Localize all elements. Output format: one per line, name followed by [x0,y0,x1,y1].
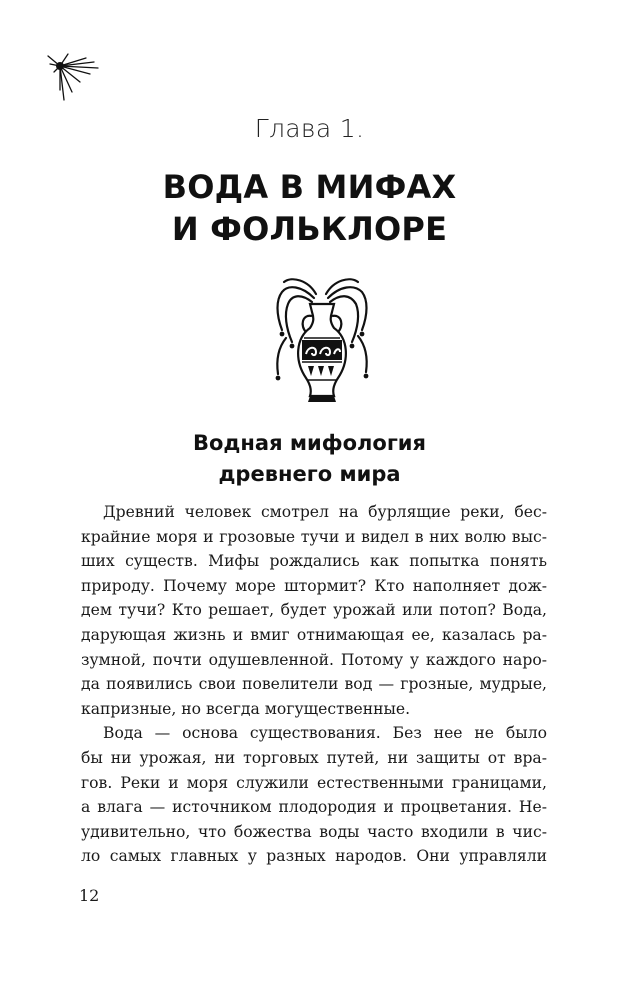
section-title-line: Водная мифология [193,431,426,455]
text-line: да появились свои повелители вод — грозные, мудрые, [81,675,547,694]
chapter-label: Глава 1. [254,114,365,143]
text-line: дем тучи? Кто решает, будет урожай или потоп? Вода, [81,601,547,620]
text-line: а влага — источником плодородия и процветания. Не- [81,798,547,817]
text-line: крайние моря и грозовые тучи и видел в них волю выс- [81,527,547,546]
text-line: капризные, но всегда могущественные. [81,699,411,718]
text-line: Древний человек смотрел на бурлящие реки, бес- [103,503,547,521]
text-line: Вода — основа существования. Без нее не было [103,724,547,743]
text-line: зумной, почти одушевленной. Потому у каждого наро- [81,650,547,669]
text-line: ло самых главных у разных народов. Они управляли [81,847,547,866]
text-line: дарующая жизнь и вмиг отнимающая ее, казалась ра- [81,625,547,644]
text-line: гов. Реки и моря служили естественными границами, [81,773,547,792]
body-text [81,500,547,869]
chapter-title-line: И ФОЛЬКЛОРЕ [171,210,448,248]
page-number: 12 [79,886,100,905]
text-line: удивительно, что божества воды часто входили в чис- [81,822,547,841]
text-line: бы ни урожая, ни торговых путей, ни защиты от вра- [81,748,547,767]
section-title [0,428,619,490]
section-title-line: древнего мира [218,462,401,486]
text-line: природу. Почему море штормит? Кто наполняет дож- [81,576,547,595]
chapter-title-line: ВОДА В МИФАХ [162,168,457,206]
amphora-fountain-icon [262,276,382,404]
chapter-title [0,166,619,250]
sunburst-ornament-icon [46,52,102,104]
text-line: ших существ. Мифы рождались как попытка понять [81,552,547,571]
